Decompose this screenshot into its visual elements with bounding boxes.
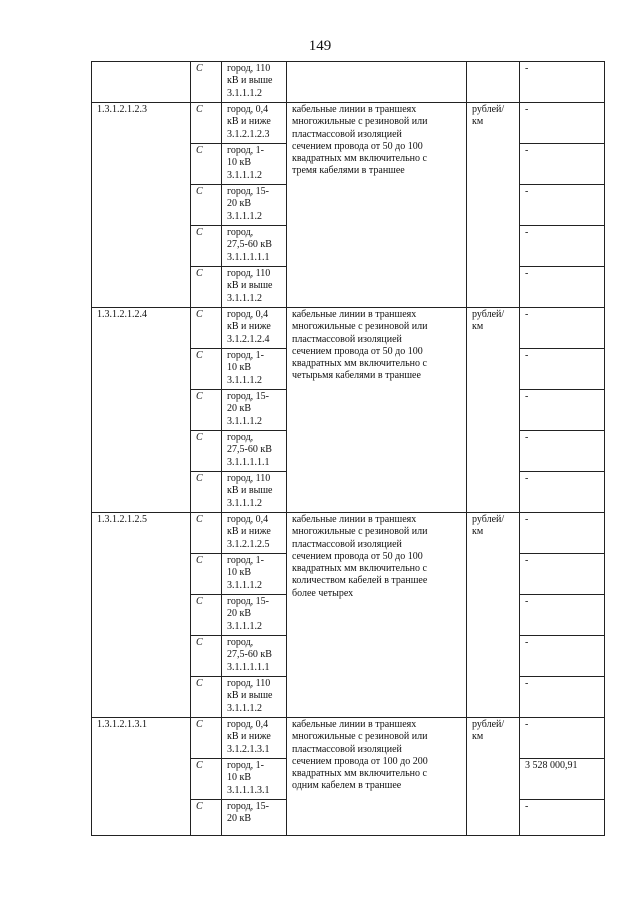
cell-line: км [472, 526, 484, 538]
value-cell: - [520, 472, 605, 513]
cell-line: 3.1.1.1.1.1 [227, 251, 270, 263]
value-cell: - [520, 513, 605, 554]
location-cell [222, 677, 287, 718]
cell-line: кабельные линии в траншеях [292, 514, 417, 525]
value-cell: - [520, 677, 605, 718]
cell-line: город, 15- [227, 596, 269, 607]
table-row [92, 718, 605, 759]
c-mark-cell: C [191, 554, 222, 595]
cell-line: кВ и выше [227, 75, 273, 87]
cell-line: рублей/ [472, 719, 505, 730]
location-cell [222, 431, 287, 472]
location-cell [222, 718, 287, 759]
cell-line: город, 110 [227, 268, 271, 279]
cell-line: кВ и ниже [227, 116, 271, 128]
cell-line: 10 кВ [227, 362, 252, 374]
cell-line: город, 15- [227, 186, 269, 197]
unit-cell [467, 103, 520, 308]
code-cell: 1.3.1.2.1.2.5 [92, 513, 191, 718]
cell-line: 3.1.1.1.2 [227, 87, 262, 99]
cell-line: город, 0,4 [227, 104, 269, 115]
cell-line: 3.1.2.1.3.1 [227, 743, 270, 755]
cell-line: город, 0,4 [227, 514, 269, 525]
value-cell: - [520, 226, 605, 267]
c-mark-cell: C [191, 800, 222, 836]
location-cell [222, 144, 287, 185]
cell-line: км [472, 731, 484, 743]
cell-line: кВ и ниже [227, 321, 271, 333]
cell-line: квадратных мм включительно с [292, 358, 427, 370]
cell-line: многожильные с резиновой или [292, 731, 428, 743]
page-number: 149 [308, 38, 332, 54]
description-cell [287, 308, 467, 513]
cell-line: квадратных мм включительно с [292, 563, 427, 575]
cell-line: пластмассовой изоляцией [292, 333, 402, 345]
cell-line: 20 кВ [227, 608, 252, 620]
unit-cell [467, 308, 520, 513]
table-row [92, 308, 605, 349]
cell-line: 3.1.1.1.2 [227, 620, 262, 632]
value-cell: - [520, 308, 605, 349]
value-cell: - [520, 349, 605, 390]
cell-line: 27,5-60 кВ [227, 649, 272, 661]
cell-line: кВ и ниже [227, 731, 271, 743]
cell-line: пластмассовой изоляцией [292, 128, 402, 140]
c-mark-cell: C [191, 513, 222, 554]
c-mark-cell: C [191, 595, 222, 636]
cell-line: кабельные линии в траншеях [292, 104, 417, 115]
location-cell [222, 103, 287, 144]
cell-line: 3.1.1.1.2 [227, 497, 262, 509]
cell-line: 10 кВ [227, 772, 252, 784]
cell-line: четырьмя кабелями в траншее [292, 370, 421, 382]
c-mark-cell: C [191, 677, 222, 718]
value-cell: - [520, 718, 605, 759]
value-cell: 3 528 000,91 [520, 759, 605, 800]
cell-line: кВ и выше [227, 485, 273, 497]
cell-line: город, 15- [227, 801, 269, 812]
cell-line: город, [227, 227, 254, 238]
cell-line: рублей/ [472, 104, 505, 115]
cell-line: город, 110 [227, 473, 271, 484]
location-cell [222, 349, 287, 390]
cell-line: 20 кВ [227, 403, 252, 415]
c-mark-cell: C [191, 759, 222, 800]
location-cell [222, 472, 287, 513]
cell-line: пластмассовой изоляцией [292, 538, 402, 550]
value-cell: - [520, 800, 605, 836]
value-cell: - [520, 185, 605, 226]
description-cell [287, 718, 467, 836]
unit-cell [467, 62, 520, 103]
table-row [92, 62, 605, 103]
cell-line: кабельные линии в траншеях [292, 309, 417, 320]
cell-line: км [472, 321, 484, 333]
c-mark-cell: C [191, 62, 222, 103]
unit-cell [467, 718, 520, 836]
cell-line: 3.1.1.1.1.1 [227, 661, 270, 673]
value-cell: - [520, 144, 605, 185]
cell-line: 27,5-60 кВ [227, 239, 272, 251]
cell-line: 27,5-60 кВ [227, 444, 272, 456]
value-cell: - [520, 554, 605, 595]
cell-line: рублей/ [472, 309, 505, 320]
cell-line: сечением провода от 50 до 100 [292, 140, 423, 152]
code-cell [92, 62, 191, 103]
cell-line: город, 110 [227, 678, 271, 689]
value-cell: - [520, 595, 605, 636]
cell-line: 3.1.1.1.2 [227, 702, 262, 714]
location-cell [222, 62, 287, 103]
cell-line: город, [227, 637, 254, 648]
c-mark-cell: C [191, 636, 222, 677]
c-mark-cell: C [191, 431, 222, 472]
cell-line: город, 1- [227, 760, 264, 771]
cell-line: кВ и ниже [227, 526, 271, 538]
cell-line: 10 кВ [227, 157, 252, 169]
location-cell [222, 513, 287, 554]
cell-line: город, 110 [227, 63, 271, 74]
cell-line: город, 1- [227, 555, 264, 566]
cell-line: 3.1.2.1.2.3 [227, 128, 270, 140]
code-cell: 1.3.1.2.1.3.1 [92, 718, 191, 836]
cell-line: 3.1.1.1.2 [227, 210, 262, 222]
cell-line: тремя кабелями в траншее [292, 165, 405, 177]
cell-line: кВ и выше [227, 690, 273, 702]
c-mark-cell: C [191, 267, 222, 308]
cell-line: сечением провода от 50 до 100 [292, 345, 423, 357]
location-cell [222, 390, 287, 431]
cell-line: 3.1.2.1.2.5 [227, 538, 270, 550]
cell-line: город, 0,4 [227, 719, 269, 730]
cell-line: кабельные линии в траншеях [292, 719, 417, 730]
cell-line: город, 1- [227, 350, 264, 361]
cell-line: многожильные с резиновой или [292, 321, 428, 333]
cell-line: город, [227, 432, 254, 443]
c-mark-cell: C [191, 144, 222, 185]
c-mark-cell: C [191, 718, 222, 759]
code-cell: 1.3.1.2.1.2.3 [92, 103, 191, 308]
table-row [92, 513, 605, 554]
location-cell [222, 185, 287, 226]
c-mark-cell: C [191, 308, 222, 349]
value-cell: - [520, 267, 605, 308]
c-mark-cell: C [191, 390, 222, 431]
cell-line: количеством кабелей в траншее [292, 575, 428, 587]
cell-line: квадратных мм включительно с [292, 768, 427, 780]
cell-line: пластмассовой изоляцией [292, 743, 402, 755]
description-cell [287, 513, 467, 718]
cell-line: город, 15- [227, 391, 269, 402]
description-cell [287, 62, 467, 103]
cell-line: 3.1.1.1.3.1 [227, 784, 270, 796]
c-mark-cell: C [191, 103, 222, 144]
cell-line: км [472, 116, 484, 128]
cell-line: многожильные с резиновой или [292, 116, 428, 128]
cell-line: 3.1.1.1.2 [227, 579, 262, 591]
cell-line: кВ и выше [227, 280, 273, 292]
location-cell [222, 308, 287, 349]
value-cell: - [520, 431, 605, 472]
location-cell [222, 267, 287, 308]
code-cell: 1.3.1.2.1.2.4 [92, 308, 191, 513]
cell-line: рублей/ [472, 514, 505, 525]
value-cell: - [520, 103, 605, 144]
value-cell: - [520, 636, 605, 677]
location-cell [222, 636, 287, 677]
cell-line: 3.1.2.1.2.4 [227, 333, 270, 345]
c-mark-cell: C [191, 349, 222, 390]
cell-line: 3.1.1.1.2 [227, 169, 262, 181]
cell-line: город, 1- [227, 145, 264, 156]
cell-line: квадратных мм включительно с [292, 153, 427, 165]
location-cell [222, 759, 287, 800]
location-cell [222, 800, 287, 836]
description-cell [287, 103, 467, 308]
c-mark-cell: C [191, 226, 222, 267]
cell-line: 3.1.1.1.2 [227, 374, 262, 386]
tariff-table [91, 61, 605, 836]
cell-line: одним кабелем в траншее [292, 780, 402, 792]
value-cell: - [520, 390, 605, 431]
cell-line: многожильные с резиновой или [292, 526, 428, 538]
location-cell [222, 595, 287, 636]
table-row [92, 103, 605, 144]
c-mark-cell: C [191, 185, 222, 226]
location-cell [222, 554, 287, 595]
cell-line: 3.1.1.1.2 [227, 292, 262, 304]
cell-line: 3.1.1.1.2 [227, 415, 262, 427]
cell-line: более четырех [292, 587, 354, 599]
cell-line: сечением провода от 100 до 200 [292, 755, 428, 767]
cell-line: 20 кВ [227, 198, 252, 210]
location-cell [222, 226, 287, 267]
cell-line: 10 кВ [227, 567, 252, 579]
unit-cell [467, 513, 520, 718]
cell-line: 20 кВ [227, 813, 252, 825]
value-cell: - [520, 62, 605, 103]
cell-line: 3.1.1.1.1.1 [227, 456, 270, 468]
c-mark-cell: C [191, 472, 222, 513]
cell-line: сечением провода от 50 до 100 [292, 550, 423, 562]
cell-line: город, 0,4 [227, 309, 269, 320]
